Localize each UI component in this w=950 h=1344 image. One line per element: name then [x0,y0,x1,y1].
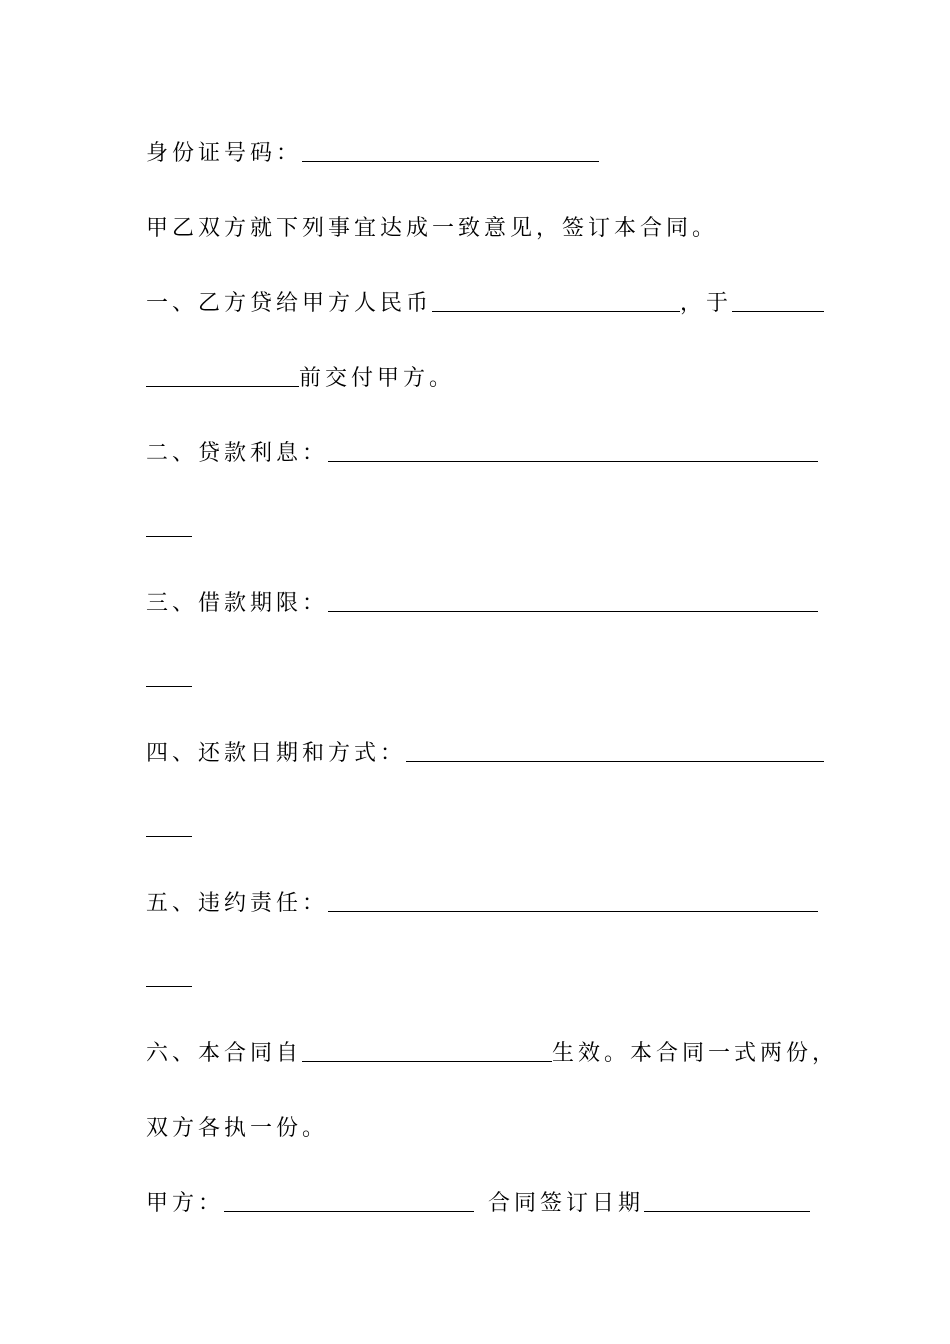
repayment-blank-continuation[interactable] [146,836,192,837]
sign-date-label: 合同签订日期 [488,1191,645,1216]
sign-date-blank[interactable] [644,1211,810,1212]
interest-blank[interactable] [328,461,818,462]
loan-term-blank[interactable] [328,611,818,612]
liability-blank[interactable] [328,911,818,912]
id-number-line [146,128,599,168]
liability-blank-continuation[interactable] [146,986,192,987]
item3-label: 三、借款期限： [146,591,329,616]
effective-date-blank[interactable] [302,1061,552,1062]
agreement-line [146,203,718,243]
item4-label: 四、还款日期和方式： [146,741,407,766]
signature-line [146,1178,810,1218]
item2-continuation-line [146,503,192,543]
item3-continuation-line [146,653,192,693]
item1-line [146,278,824,318]
party-a-label: 甲方： [146,1191,225,1216]
item6-continuation: 双方各执一份。 [146,1116,329,1141]
loan-amount-blank[interactable] [432,311,680,312]
item1-tail: 前交付甲方。 [299,366,456,391]
id-number-blank[interactable] [302,161,599,162]
loan-term-blank-continuation[interactable] [146,686,192,687]
item4-line [146,728,824,768]
agreement-text: 甲乙双方就下列事宜达成一致意见，签订本合同。 [146,216,719,241]
item3-line [146,578,818,618]
item1-sep: ，于 [680,291,733,316]
item6-label: 六、本合同自 [146,1041,303,1066]
item5-label: 五、违约责任： [146,891,329,916]
delivery-date-blank-start[interactable] [732,311,824,312]
interest-blank-continuation[interactable] [146,536,192,537]
repayment-blank[interactable] [406,761,824,762]
item5-continuation-line [146,953,192,993]
party-a-blank[interactable] [224,1211,474,1212]
item1-label: 一、乙方贷给甲方人民币 [146,291,433,316]
item6-tail: 生效。本合同一式两份， [552,1041,839,1066]
item5-line [146,878,818,918]
item1-continuation-line [146,353,455,393]
item4-continuation-line [146,803,192,843]
delivery-date-blank-end[interactable] [146,386,299,387]
id-number-label: 身份证号码： [146,141,303,166]
item2-line [146,428,818,468]
item2-label: 二、贷款利息： [146,441,329,466]
item6-line [146,1028,838,1068]
item6-continuation-line [146,1103,328,1143]
